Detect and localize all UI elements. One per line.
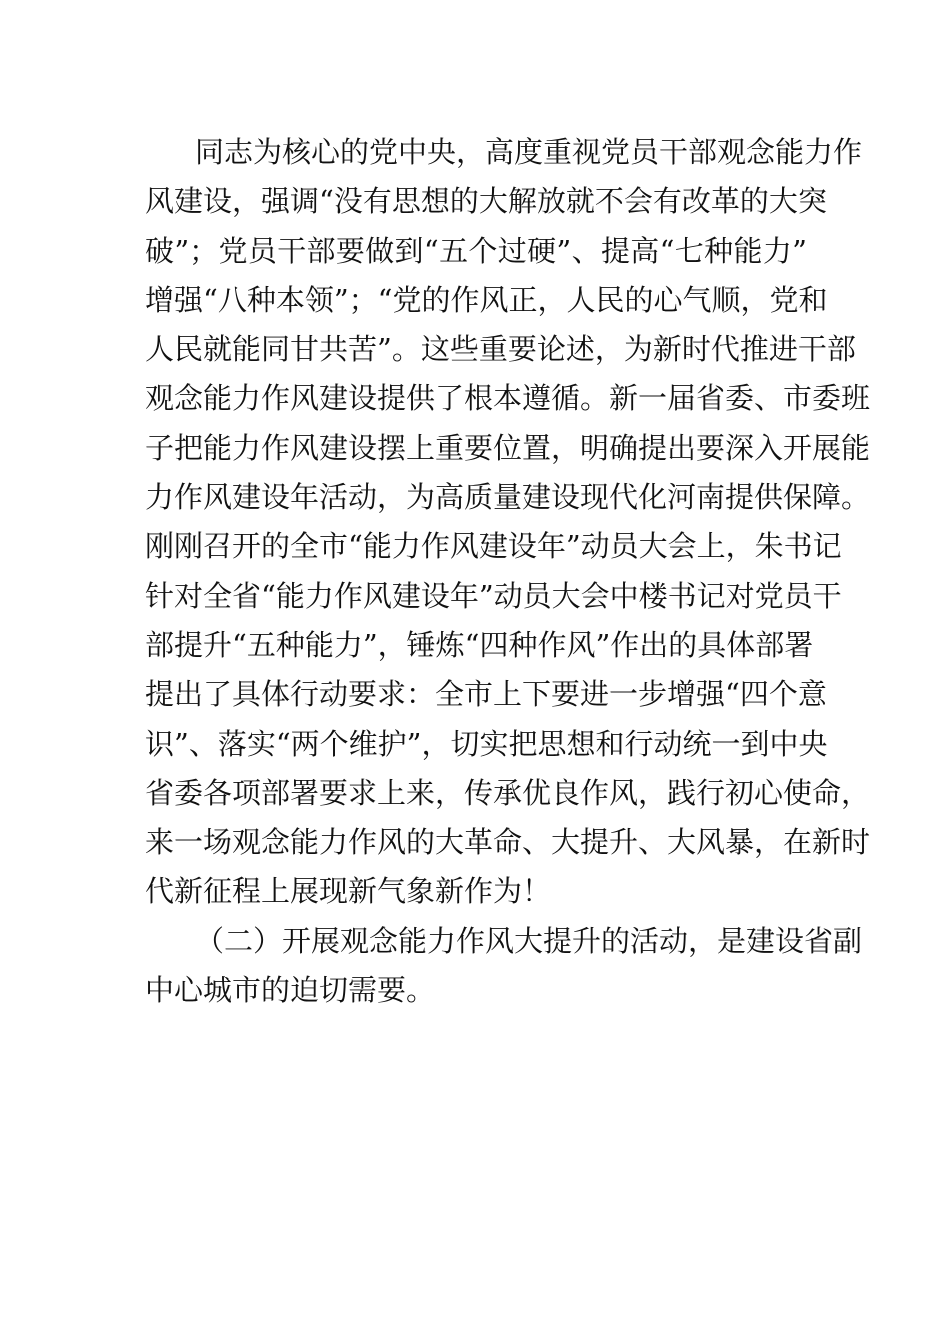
text-line: 代新征程上展现新气象新作为！ — [145, 874, 552, 909]
section-heading-line: 中心城市的迫切需要。 — [145, 973, 436, 1008]
text-line: 针对全省“能力作风建设年”动员大会中楼书记对党员干 — [145, 578, 842, 613]
text-line: 力作风建设年活动，为高质量建设现代化河南提供保障。 — [145, 480, 871, 515]
text-line: 人民就能同甘共苦”。这些重要论述，为新时代推进干部 — [145, 332, 856, 367]
section-heading-line: （二）开展观念能力作风大提升的活动，是建设省副 — [195, 923, 863, 958]
text-line: 破”；党员干部要做到“五个过硬”、提高“七种能力” — [145, 233, 807, 268]
text-line: 同志为核心的党中央，高度重视党员干部观念能力作 — [195, 135, 863, 169]
text-line: 来一场观念能力作风的大革命、大提升、大风暴，在新时 — [145, 825, 871, 860]
text-line: 子把能力作风建设摆上重要位置，明确提出要深入开展能 — [145, 430, 871, 465]
text-line: 识”、落实“两个维护”，切实把思想和行动统一到中央 — [145, 726, 828, 761]
document-body — [145, 128, 871, 1015]
text-line: 部提升“五种能力”，锤炼“四种作风”作出的具体部署 — [145, 627, 814, 662]
text-line: 刚刚召开的全市“能力作风建设年”动员大会上，朱书记 — [145, 529, 842, 564]
text-line: 省委各项部署要求上来，传承优良作风，践行初心使命， — [145, 775, 871, 810]
text-line: 提出了具体行动要求：全市上下要进一步增强“四个意 — [145, 677, 827, 712]
paragraph — [145, 128, 871, 917]
text-line: 增强“八种本领”；“党的作风正，人民的心气顺，党和 — [145, 282, 828, 317]
paragraph — [145, 917, 863, 1016]
text-line: 观念能力作风建设提供了根本遵循。新一届省委、市委班 — [145, 381, 871, 416]
text-line: 风建设，强调“没有思想的大解放就不会有改革的大突 — [145, 184, 827, 219]
